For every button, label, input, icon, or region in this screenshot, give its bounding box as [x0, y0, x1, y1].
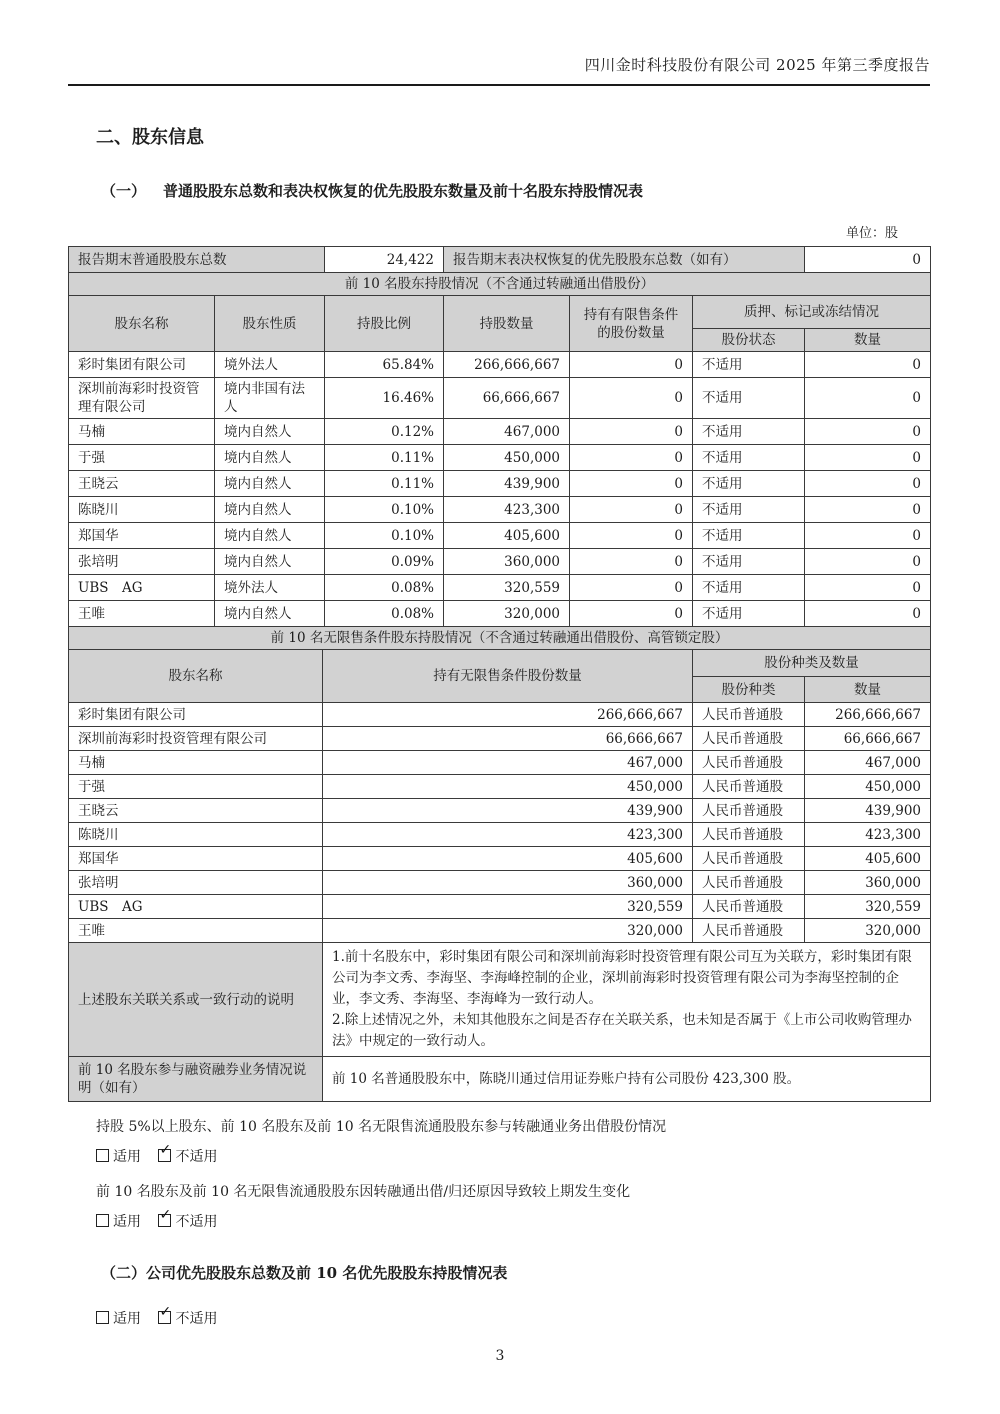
- shareholding-ratio-cell: 16.46%: [325, 378, 444, 419]
- subsection-1-text: 普通股股东总数和表决权恢复的优先股股东数量及前十名股东持股情况表: [163, 182, 644, 200]
- shareholder-name-cell: 王晓云: [69, 799, 323, 823]
- shareholder-name-cell: 于强: [69, 775, 323, 799]
- col-header-unrestricted-shares: 持有无限售条件股份数量: [323, 650, 693, 703]
- related-party-note-text: [323, 943, 931, 1057]
- shares-held-cell: 266,666,667: [444, 352, 570, 378]
- securities-lending-line-2: 前 10 名股东及前 10 名无限售流通股股东因转融通出借/归还原因导致较上期发生变化: [96, 1184, 631, 1200]
- shareholder-name-cell: 马楠: [69, 751, 323, 775]
- applicability-row-3: [96, 1304, 930, 1329]
- table-row: [69, 378, 931, 419]
- unrestricted-shares-cell: 439,900: [323, 799, 693, 823]
- share-class-cell: 人民币普通股: [693, 703, 805, 727]
- pledge-quantity-cell: 0: [805, 523, 931, 549]
- table-row: [69, 847, 931, 871]
- pledge-quantity-cell: 0: [805, 445, 931, 471]
- col-header-share-class: 股份种类: [693, 677, 805, 703]
- restricted-shares-cell: 0: [570, 419, 693, 445]
- pledge-status-cell: 不适用: [693, 445, 805, 471]
- shareholding-ratio-cell: 0.09%: [325, 549, 444, 575]
- share-class-cell: 人民币普通股: [693, 799, 805, 823]
- col-header-shareholding-ratio: 持股比例: [325, 296, 444, 352]
- pledge-status-cell: 不适用: [693, 549, 805, 575]
- table-row: [69, 703, 931, 727]
- table-row: [69, 445, 931, 471]
- restricted-shares-cell: 0: [570, 471, 693, 497]
- page-number: 3: [495, 1348, 505, 1364]
- share-class-cell: 人民币普通股: [693, 751, 805, 775]
- col-header-share-class-group: 股份种类及数量: [693, 650, 931, 677]
- check-mark-icon: ✓: [159, 1142, 172, 1158]
- checkbox-unchecked-icon: [96, 1311, 109, 1324]
- shares-held-cell: 467,000: [444, 419, 570, 445]
- pledge-quantity-cell: 0: [805, 352, 931, 378]
- table-row: [69, 549, 931, 575]
- not-applicable-label: 不适用: [175, 1311, 218, 1327]
- share-quantity-cell: 360,000: [805, 871, 931, 895]
- table-row: [69, 871, 931, 895]
- pledge-status-cell: 不适用: [693, 419, 805, 445]
- col-header-restricted-shares: 持有有限售条件的股份数量: [570, 296, 693, 352]
- shareholding-ratio-cell: 0.10%: [325, 523, 444, 549]
- pledge-status-cell: 不适用: [693, 523, 805, 549]
- note-paragraph-1: 1.前十名股东中，彩时集团有限公司和深圳前海彩时投资管理有限公司互为关联方，彩时集团有限公司为李文秀、李海坚、李海峰控制的企业，深圳前海彩时投资管理有限公司为李海坚控制的企业，李文秀、李海坚、李海峰为一致行动人。: [332, 949, 912, 1007]
- applicable-option: [96, 1214, 141, 1230]
- shareholder-name-cell: UBS AG: [69, 575, 215, 601]
- unrestricted-shares-cell: 266,666,667: [323, 703, 693, 727]
- shareholder-name-cell: 于强: [69, 445, 215, 471]
- share-quantity-cell: 320,000: [805, 919, 931, 943]
- shareholder-name-cell: 张培明: [69, 871, 323, 895]
- pledge-status-cell: 不适用: [693, 601, 805, 627]
- unrestricted-shares-cell: 66,666,667: [323, 727, 693, 751]
- shareholder-type-cell: 境外法人: [215, 575, 325, 601]
- shareholding-ratio-cell: 0.11%: [325, 445, 444, 471]
- table-row: [69, 497, 931, 523]
- table-row: [69, 352, 931, 378]
- shares-held-cell: 320,559: [444, 575, 570, 601]
- applicable-label: 适用: [113, 1214, 141, 1230]
- subsection-1-title: [68, 180, 930, 201]
- preferred-shareholders-count-label: 报告期末表决权恢复的优先股股东总数（如有）: [444, 247, 805, 273]
- checkbox-checked-icon: [158, 1142, 172, 1162]
- not-applicable-option: [158, 1207, 218, 1230]
- shareholder-name-cell: 陈晓川: [69, 497, 215, 523]
- pledge-status-cell: 不适用: [693, 352, 805, 378]
- pledge-status-cell: 不适用: [693, 497, 805, 523]
- shareholder-name-cell: 陈晓川: [69, 823, 323, 847]
- unrestricted-shares-cell: 360,000: [323, 871, 693, 895]
- restricted-shares-cell: 0: [570, 445, 693, 471]
- unrestricted-shares-cell: 467,000: [323, 751, 693, 775]
- shareholder-type-cell: 境内自然人: [215, 497, 325, 523]
- col-header-shares-held: 持股数量: [444, 296, 570, 352]
- shareholding-ratio-cell: 0.08%: [325, 601, 444, 627]
- share-class-cell: 人民币普通股: [693, 871, 805, 895]
- applicable-option: [96, 1149, 141, 1165]
- col-header-pledge-status: 股份状态: [693, 329, 805, 352]
- table-row: [69, 523, 931, 549]
- subsection-1-number: （一）: [101, 182, 147, 200]
- shares-held-cell: 360,000: [444, 549, 570, 575]
- shareholder-name-cell: 郑国华: [69, 847, 323, 871]
- restricted-shares-cell: 0: [570, 575, 693, 601]
- preferred-shareholders-count-value: 0: [805, 247, 931, 273]
- share-class-cell: 人民币普通股: [693, 847, 805, 871]
- table-row: [69, 419, 931, 445]
- check-mark-icon: ✓: [159, 1304, 172, 1320]
- table-row: [69, 895, 931, 919]
- shareholding-ratio-cell: 0.10%: [325, 497, 444, 523]
- not-applicable-option: [158, 1304, 218, 1327]
- pledge-quantity-cell: 0: [805, 471, 931, 497]
- pledge-quantity-cell: 0: [805, 575, 931, 601]
- shareholder-type-cell: 境内自然人: [215, 549, 325, 575]
- table1-band-row: [69, 273, 931, 296]
- securities-lending-line-1: 持股 5%以上股东、前 10 名股东及前 10 名无限售流通股股东参与转融通业务出借股份情况: [96, 1119, 667, 1135]
- pledge-quantity-cell: 0: [805, 497, 931, 523]
- shareholder-name-cell: 郑国华: [69, 523, 215, 549]
- shareholder-type-cell: 境内非国有法人: [215, 378, 325, 419]
- check-mark-icon: ✓: [159, 1207, 172, 1223]
- share-quantity-cell: 66,666,667: [805, 727, 931, 751]
- shareholder-name-cell: 深圳前海彩时投资管理有限公司: [69, 727, 323, 751]
- shareholder-name-cell: UBS AG: [69, 895, 323, 919]
- applicable-label: 适用: [113, 1149, 141, 1165]
- note-paragraph-2: 2.除上述情况之外，未知其他股东之间是否存在关联关系，也未知是否属于《上市公司收购管理办法》中规定的一致行动人。: [332, 1012, 912, 1049]
- share-quantity-cell: 439,900: [805, 799, 931, 823]
- shares-held-cell: 439,900: [444, 471, 570, 497]
- shareholder-name-cell: 王唯: [69, 601, 215, 627]
- pledge-quantity-cell: 0: [805, 601, 931, 627]
- restricted-shares-cell: 0: [570, 378, 693, 419]
- table-row: [69, 775, 931, 799]
- table1-band-title: 前 10 名股东持股情况（不含通过转融通出借股份）: [69, 273, 931, 296]
- share-quantity-cell: 405,600: [805, 847, 931, 871]
- common-shareholders-count-label: 报告期末普通股股东总数: [69, 247, 325, 273]
- unrestricted-shares-cell: 450,000: [323, 775, 693, 799]
- col-header-shareholder-name: 股东名称: [69, 296, 215, 352]
- shares-held-cell: 450,000: [444, 445, 570, 471]
- share-quantity-cell: 423,300: [805, 823, 931, 847]
- table-row: [69, 823, 931, 847]
- table-row: [69, 575, 931, 601]
- share-class-cell: 人民币普通股: [693, 895, 805, 919]
- applicability-row-1: [96, 1142, 930, 1167]
- shares-held-cell: 423,300: [444, 497, 570, 523]
- shareholding-ratio-cell: 65.84%: [325, 352, 444, 378]
- shareholding-ratio-cell: 0.11%: [325, 471, 444, 497]
- pledge-status-cell: 不适用: [693, 378, 805, 419]
- table-row: [69, 919, 931, 943]
- shareholder-type-cell: 境内自然人: [215, 523, 325, 549]
- shareholder-name-cell: 马楠: [69, 419, 215, 445]
- table-row: [69, 727, 931, 751]
- shareholder-name-cell: 王晓云: [69, 471, 215, 497]
- table2-header-row: [69, 650, 931, 677]
- checkbox-unchecked-icon: [96, 1149, 109, 1162]
- table2-band-title: 前 10 名无限售条件股东持股情况（不含通过转融通出借股份、高管锁定股）: [69, 627, 931, 650]
- share-class-cell: 人民币普通股: [693, 919, 805, 943]
- col-header-share-quantity: 数量: [805, 677, 931, 703]
- pledge-quantity-cell: 0: [805, 378, 931, 419]
- shares-held-cell: 320,000: [444, 601, 570, 627]
- unrestricted-shares-cell: 405,600: [323, 847, 693, 871]
- col-header-pledge-group: 质押、标记或冻结情况: [693, 296, 931, 329]
- margin-trading-note-row: [69, 1057, 931, 1102]
- col-header-pledge-quantity: 数量: [805, 329, 931, 352]
- applicability-row-2: [96, 1207, 930, 1232]
- restricted-shares-cell: 0: [570, 497, 693, 523]
- shareholder-name-cell: 王唯: [69, 919, 323, 943]
- shareholding-ratio-cell: 0.08%: [325, 575, 444, 601]
- shareholder-totals-row: [69, 247, 931, 273]
- not-applicable-label: 不适用: [175, 1214, 218, 1230]
- table2-band-row: [69, 627, 931, 650]
- shares-held-cell: 405,600: [444, 523, 570, 549]
- unit-label: 单位：股: [845, 226, 898, 241]
- unrestricted-shares-cell: 423,300: [323, 823, 693, 847]
- pledge-status-cell: 不适用: [693, 471, 805, 497]
- restricted-shares-cell: 0: [570, 549, 693, 575]
- unrestricted-shares-cell: 320,000: [323, 919, 693, 943]
- shares-held-cell: 66,666,667: [444, 378, 570, 419]
- checkbox-checked-icon: [158, 1207, 172, 1227]
- shareholder-name-cell: 深圳前海彩时投资管理有限公司: [69, 378, 215, 419]
- unrestricted-shares-cell: 320,559: [323, 895, 693, 919]
- share-class-cell: 人民币普通股: [693, 775, 805, 799]
- unrestricted-shareholders-table: [68, 626, 931, 1102]
- table-row: [69, 601, 931, 627]
- subsection-2-number: （二）: [101, 1264, 147, 1282]
- shareholder-type-cell: 境内自然人: [215, 419, 325, 445]
- share-quantity-cell: 320,559: [805, 895, 931, 919]
- table-row: [69, 751, 931, 775]
- margin-trading-note-label: 前 10 名股东参与融资融券业务情况说明（如有）: [69, 1057, 323, 1102]
- shareholder-type-cell: 境内自然人: [215, 445, 325, 471]
- share-quantity-cell: 450,000: [805, 775, 931, 799]
- restricted-shares-cell: 0: [570, 523, 693, 549]
- share-quantity-cell: 467,000: [805, 751, 931, 775]
- margin-trading-note-text: 前 10 名普通股股东中，陈晓川通过信用证券账户持有公司股份 423,300 股。: [323, 1057, 931, 1102]
- related-party-note-row: [69, 943, 931, 1057]
- table-row: [69, 799, 931, 823]
- shareholder-name-cell: 彩时集团有限公司: [69, 703, 323, 727]
- share-class-cell: 人民币普通股: [693, 823, 805, 847]
- table1-header-row: [69, 296, 931, 329]
- subsection-2-title: [68, 1262, 930, 1283]
- checkbox-checked-icon: [158, 1304, 172, 1324]
- shareholder-type-cell: 境外法人: [215, 352, 325, 378]
- applicable-label: 适用: [113, 1311, 141, 1327]
- shareholder-name-cell: 彩时集团有限公司: [69, 352, 215, 378]
- shareholder-name-cell: 张培明: [69, 549, 215, 575]
- top10-shareholders-table: [68, 246, 931, 627]
- share-class-cell: 人民币普通股: [693, 727, 805, 751]
- not-applicable-option: [158, 1142, 218, 1165]
- common-shareholders-count-value: 24,422: [325, 247, 444, 273]
- shareholding-ratio-cell: 0.12%: [325, 419, 444, 445]
- restricted-shares-cell: 0: [570, 601, 693, 627]
- pledge-quantity-cell: 0: [805, 419, 931, 445]
- report-header: 四川金时科技股份有限公司 2025 年第三季度报告: [68, 54, 930, 86]
- pledge-quantity-cell: 0: [805, 549, 931, 575]
- section-title: 二、股东信息: [96, 127, 204, 148]
- pledge-status-cell: 不适用: [693, 575, 805, 601]
- share-quantity-cell: 266,666,667: [805, 703, 931, 727]
- related-party-note-label: 上述股东关联关系或一致行动的说明: [69, 943, 323, 1057]
- shareholder-type-cell: 境内自然人: [215, 601, 325, 627]
- restricted-shares-cell: 0: [570, 352, 693, 378]
- subsection-2-text: 公司优先股股东总数及前 10 名优先股股东持股情况表: [146, 1264, 508, 1282]
- col-header-shareholder-name2: 股东名称: [69, 650, 323, 703]
- applicable-option: [96, 1311, 141, 1327]
- col-header-shareholder-type: 股东性质: [215, 296, 325, 352]
- checkbox-unchecked-icon: [96, 1214, 109, 1227]
- not-applicable-label: 不适用: [175, 1149, 218, 1165]
- table-row: [69, 471, 931, 497]
- shareholder-type-cell: 境内自然人: [215, 471, 325, 497]
